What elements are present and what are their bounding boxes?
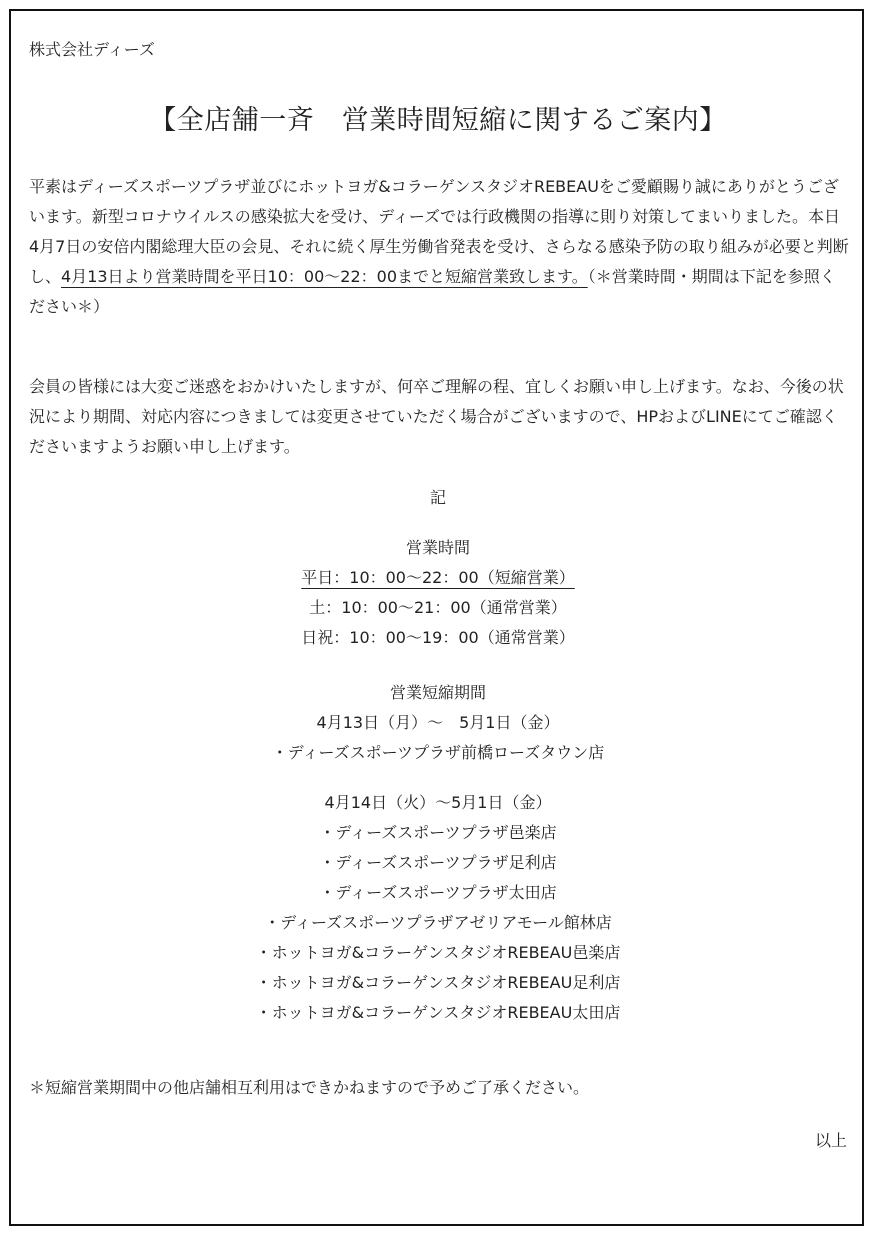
list-item: ・ディーズスポーツプラザ足利店 xyxy=(319,853,557,872)
intro-note: （＊営業時間・期間は下記を参照ください＊） xyxy=(29,267,836,316)
period-2-section xyxy=(0,788,876,1028)
period-store-maebashi: ・ディーズスポーツプラザ前橋ローズタウン店 xyxy=(271,743,605,762)
hours-heading: 営業時間 xyxy=(405,538,470,557)
list-item: ・ホットヨガ&コラーゲンスタジオREBEAU邑楽店 xyxy=(255,943,621,962)
hours-saturday: 土：10：00〜21：00（通常営業） xyxy=(309,598,567,617)
ki-heading: 記 xyxy=(429,488,446,507)
intro-paragraph xyxy=(29,172,849,322)
company-name: 株式会社ディーズ xyxy=(29,40,155,59)
period-section xyxy=(0,678,876,768)
intro-underlined-text: 4月13日より営業時間を平日10：00〜22：00までと短縮営業致します。 xyxy=(61,267,588,286)
notice-title: 【全店舗一斉 営業時間短縮に関するご案内】 xyxy=(149,105,727,136)
period-range-2: 4月14日（火）〜5月1日（金） xyxy=(324,793,552,812)
list-item: ・ディーズスポーツプラザアゼリアモール館林店 xyxy=(264,913,612,932)
list-item: ・ディーズスポーツプラザ太田店 xyxy=(319,883,557,902)
hours-weekday: 平日：10：00〜22：00（短縮営業） xyxy=(301,568,575,587)
hours-section xyxy=(0,533,876,653)
intro-text: 平素はディーズスポーツプラザ並びにホットヨガ&コラーゲンスタジオREBEAUをご愛顧賜り誠にありがとうございます。新型コロナウイルスの感染拡大を受け、ディーズでは行政機関の指導に則り対策してまいりました。本日4月7日の安倍内閣総理大臣の会見、それに続く厚生労働省発表を受け、さらなる感染予防の取り組みが必要と判断し、 xyxy=(29,177,849,286)
apology-paragraph: 会員の皆様には大変ご迷惑をおかけいたしますが、何卒ご理解の程、宜しくお願い申し上げます。なお、今後の状況により期間、対応内容につきましては変更させていただく場合がございますので、HPおよびLINEにてご確認くださいますようお願い申し上げます。 xyxy=(29,377,844,456)
footnote: ＊短縮営業期間中の他店舗相互利用はできかねますので予めご了承ください。 xyxy=(29,1078,590,1097)
period-range-1: 4月13日（月）〜 5月1日（金） xyxy=(316,713,560,732)
list-item: ・ホットヨガ&コラーゲンスタジオREBEAU太田店 xyxy=(255,1003,621,1022)
list-item: ・ホットヨガ&コラーゲンスタジオREBEAU足利店 xyxy=(255,973,621,992)
closing-mark: 以上 xyxy=(814,1131,847,1150)
hours-holiday: 日祝：10：00〜19：00（通常営業） xyxy=(301,628,575,647)
period-heading: 営業短縮期間 xyxy=(389,683,486,702)
list-item: ・ディーズスポーツプラザ邑楽店 xyxy=(319,823,557,842)
